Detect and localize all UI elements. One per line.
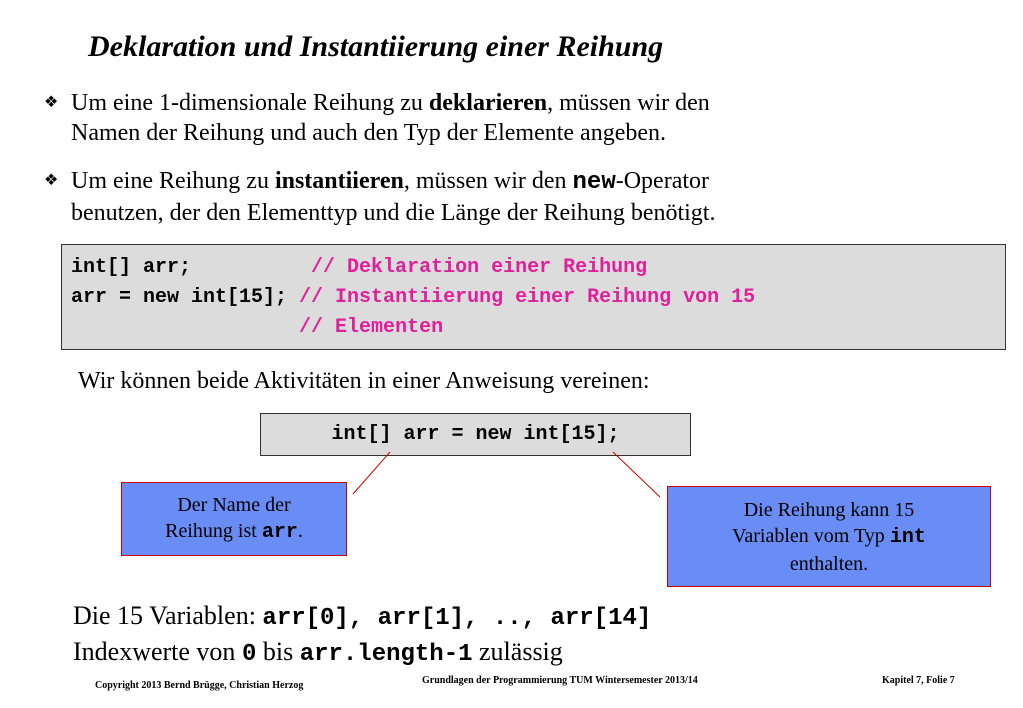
callout-left-line2: Reihung ist xyxy=(165,520,262,542)
combine-text: Wir können beide Aktivitäten in einer Anweisung vereinen: xyxy=(78,368,650,394)
code-line-2-code: arr = new int[15]; xyxy=(71,286,300,309)
variables-line xyxy=(73,601,651,632)
footer-copyright: Copyright 2013 Bernd Brügge, Christian Herzog xyxy=(95,680,304,691)
index-line xyxy=(73,637,563,668)
bullet-instantiate-part-c: , müssen wir den xyxy=(403,168,573,194)
bullet-instantiate-part-e: benutzen, der den Elementtyp und die Länge der Reihung benötigt. xyxy=(71,200,716,226)
diamond-bullet-icon: ❖ xyxy=(44,172,59,189)
code-block-combined: int[] arr = new int[15]; xyxy=(260,413,691,456)
new-operator-code: new xyxy=(572,169,616,196)
bullet-declare-part-a: Um eine 1-dimensionale Reihung zu xyxy=(71,90,429,116)
callout-right-line1: Die Reihung kann 15 xyxy=(743,499,915,521)
index-line-part-b: bis xyxy=(256,637,300,666)
callout-array-name xyxy=(121,482,347,556)
callout-right-connector xyxy=(613,452,660,497)
bullet-instantiate-part-a: Um eine Reihung zu xyxy=(71,168,275,194)
bullet-instantiate-part-d: -Operator xyxy=(615,168,710,194)
code-line-2-comment: // Instantiierung einer Reihung von 15 xyxy=(299,286,756,309)
slide-title: Deklaration und Instantiierung einer Reihung xyxy=(88,30,664,63)
index-line-part-c: zulässig xyxy=(472,637,563,666)
bullet-instantiate-keyword: instantiieren xyxy=(274,168,404,194)
index-line-part-a: Indexwerte von xyxy=(73,637,242,666)
callout-left-connector xyxy=(353,452,390,494)
callout-right-line2: Variablen vom Typ xyxy=(732,525,890,547)
footer-course: Grundlagen der Programmierung TUM Wintersemester 2013/14 xyxy=(422,675,698,686)
callout-left-period: . xyxy=(297,520,303,542)
code-line-3-comment: // Elementen xyxy=(299,316,444,339)
index-line-code: arr.length-1 xyxy=(299,641,473,668)
index-line-zero: 0 xyxy=(241,641,257,668)
code-line-1-code: int[] arr; xyxy=(71,256,312,279)
callout-right-code: int xyxy=(889,526,926,549)
callout-left-code: arr xyxy=(261,521,298,544)
code-line-1-comment: // Deklaration einer Reihung xyxy=(311,256,648,279)
callout-left-line1: Der Name der xyxy=(177,494,291,516)
bullet-declare-keyword: deklarieren xyxy=(428,90,548,116)
variables-line-text: Die 15 Variablen: xyxy=(73,601,263,630)
footer-slide-number: Kapitel 7, Folie 7 xyxy=(882,675,955,686)
diamond-bullet-icon: ❖ xyxy=(44,94,59,111)
bullet-declare-part-d: Namen der Reihung und auch den Typ der Elemente angeben. xyxy=(71,120,667,146)
variables-line-code: arr[0], arr[1], .., arr[14] xyxy=(262,605,652,632)
callout-right-line3: enthalten. xyxy=(789,553,869,575)
bullet-declare-part-c: , müssen wir den xyxy=(547,90,710,116)
callout-array-length xyxy=(667,486,991,587)
